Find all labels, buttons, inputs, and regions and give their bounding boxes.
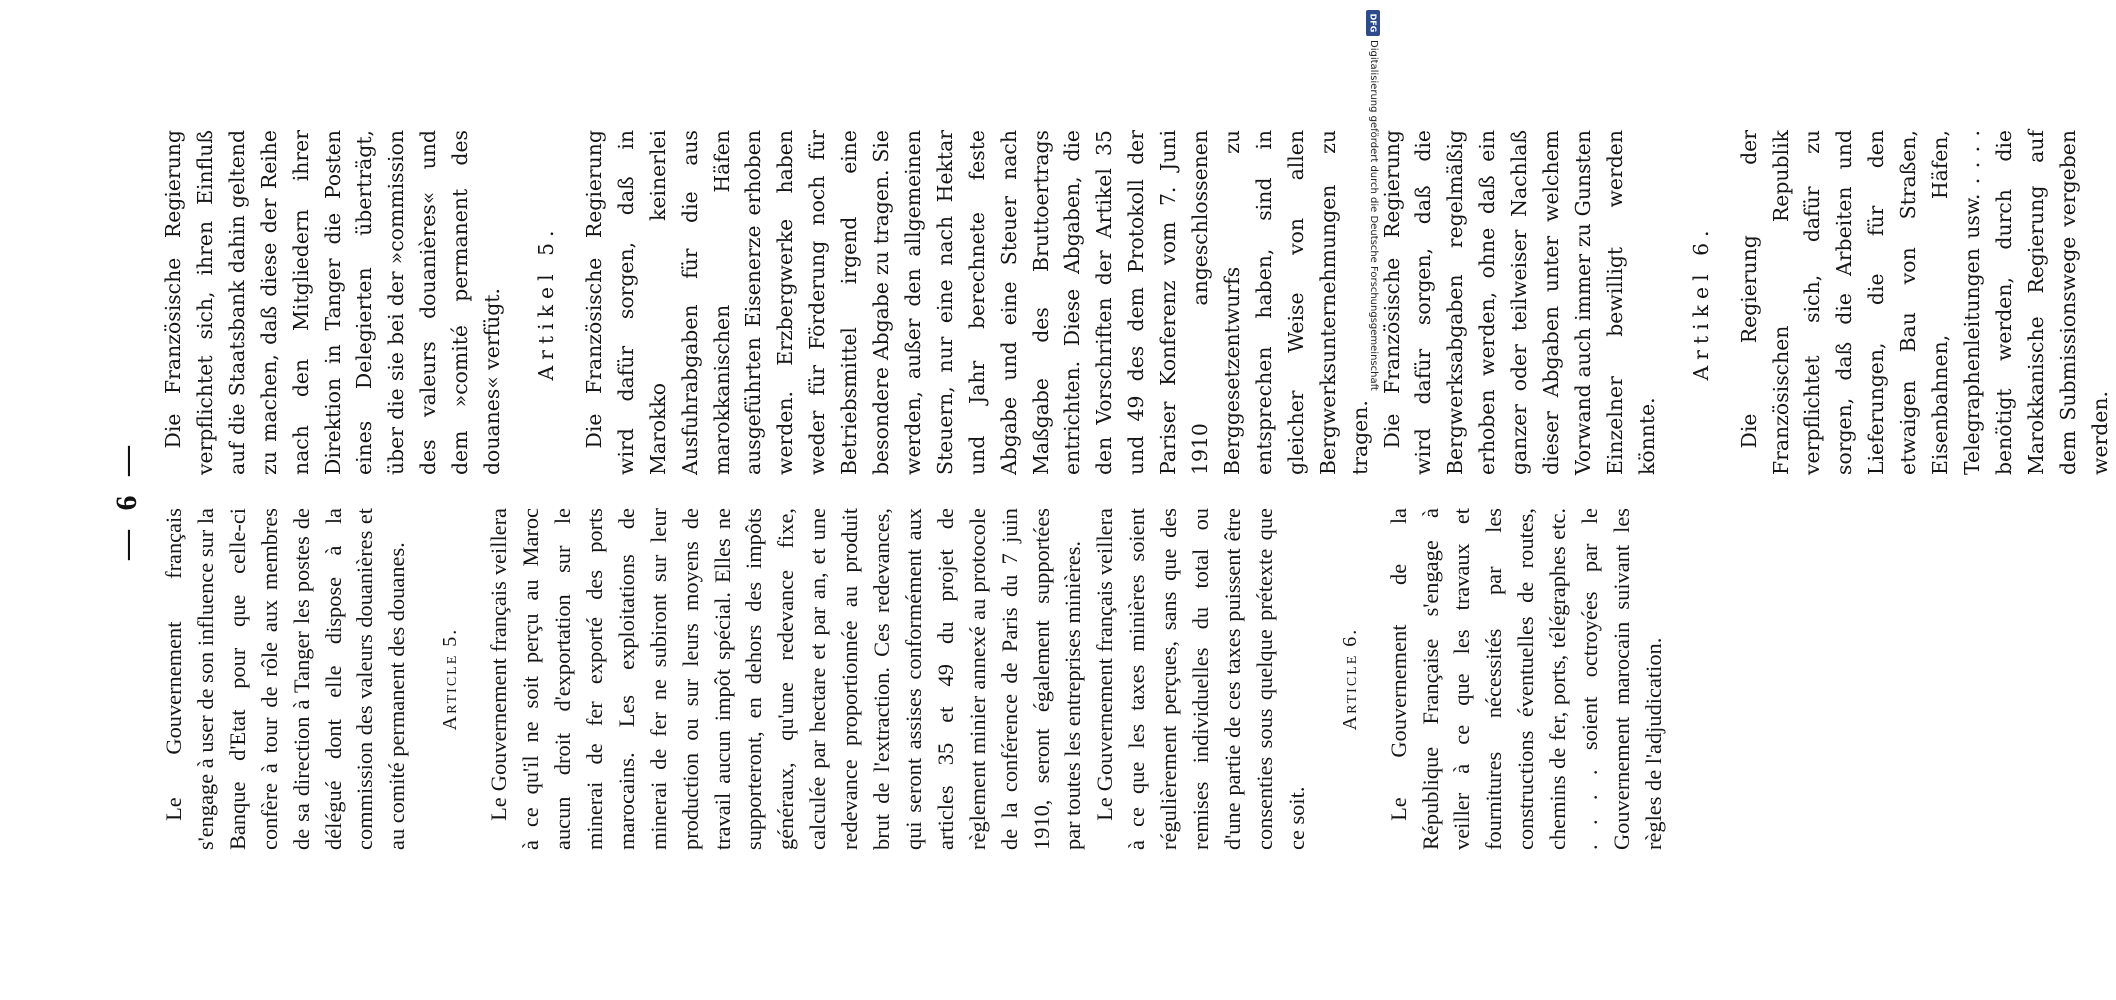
french-intro-paragraph: Le Gouvernement français s'engage à user de son influence sur la Banque d'Etat pour que celle-ci confère à tour de rôle aux membres de sa direction à Tanger les postes de délégué dont elle dispose à la commission des valeurs douanières et au comité permanent des douanes. [161, 508, 410, 850]
french-article-6-paragraph-1: Le Gouvernement de la République Française s'engage à veiller à ce que les travaux et fournitures nécessités par les constructions éventuelles de routes, chemins de fer, ports, télégraphes etc. . . . . soient octroyées par le Gouvernement marocain suivant les règles de l'adjudication. [1385, 508, 1666, 850]
french-article-5-paragraph-1: Le Gouvernement français veillera à ce qu'il ne soit perçu au Maroc aucun droit d'exportation sur le minerai de fer exporté des ports marocains. Les exploitations de minerai de fer ne subiront sur leur production ou sur leurs moyens de travail aucun impôt spécial. Elles ne supporteront, en dehors des impôts généraux, qu'une redevance fixe, calculée par hectare et par an, et une redevance proportionnée au produit brut de l'extraction. Ces redevances, qui seront assises conformément aux articles 35 et 49 du projet de règlement minier annexé au protocole de la conférence de Paris du 7 juin 1910, seront également supportées par toutes les entreprises minières. [486, 508, 1086, 850]
french-article-5-heading: Article 5. [439, 627, 462, 731]
dfg-logo [1366, 10, 1380, 36]
german-column [158, 130, 2116, 475]
german-article-5-heading: Artikel 5. [533, 224, 558, 381]
german-article-6-heading: Artikel 6. [1688, 224, 1713, 381]
page-number: — 6 — [110, 440, 143, 560]
dfg-logo-text: DFG [1368, 13, 1378, 33]
digitization-note: Digitalisierung gefördert durch die Deutsche Forschungsgemeinschaft [1368, 40, 1379, 391]
german-article-6-paragraph-1: Die Regierung der Französischen Republik verpflichtet sich, dafür zu sorgen, daß die Arbeiten und Lieferungen, die für den etwaigen Bau von Straßen, Eisenbahnen, Häfen, Telegraphenleitungen usw. . . . . benötigt werden, durch die Marokkanische Regierung auf dem Submissionswege vergeben werden. [1736, 130, 2112, 475]
german-article-5-paragraph-1: Die Französische Regierung wird dafür sorgen, daß in Marokko keinerlei Ausfuhrabgaben für die aus marokkanischen Häfen ausgeführten Eisenerze erhoben werden. Erzbergwerke haben weder für Förderung noch für Betriebsmittel irgend eine besondere Abgabe zu tragen. Sie werden, außer den allgemeinen Steuern, nur eine nach Hektar und Jahr berechnete feste Abgabe und eine Steuer nach Maßgabe des Bruttoertrags entrichten. Diese Abgaben, die den Vorschriften der Artikel 35 und 49 des dem Protokoll der Pariser Konferenz vom 7. Juni 1910 angeschlossenen Berggesetzentwurfs zu entsprechen haben, sind in gleicher Weise von allen Bergwerksunternehmungen zu tragen. [581, 130, 1372, 475]
german-article-5-paragraph-2: Die Französische Regierung wird dafür sorgen, daß die Bergwerksabgaben regelmäßig erhoben werden, ohne daß ein ganzer oder teilweiser Nachlaß dieser Abgaben unter welchem Vorwand auch immer zu Gunsten Einzelner bewilligt werden könnte. [1379, 130, 1659, 475]
french-column [158, 508, 1670, 850]
german-intro-paragraph: Die Französische Regierung verpflichtet sich, ihren Einfluß auf die Staatsbank dahin geltend zu machen, daß diese der Reihe nach den Mitgliedern ihrer Direktion in Tanger die Posten eines Delegierten überträgt, über die sie bei der »commission des valeurs douanières« und dem »comité permanent des douanes« verfügt. [161, 130, 505, 475]
french-article-6-heading: Article 6. [1338, 627, 1361, 731]
digitization-watermark [1366, 10, 1380, 990]
french-article-5-paragraph-2: Le Gouvernement français veillera à ce que les taxes minières soient régulièrement perçues, sans que des remises individuelles du total ou d'une partie de ces taxes puissent être consenties sous quelque prétexte que ce soit. [1092, 508, 1309, 850]
